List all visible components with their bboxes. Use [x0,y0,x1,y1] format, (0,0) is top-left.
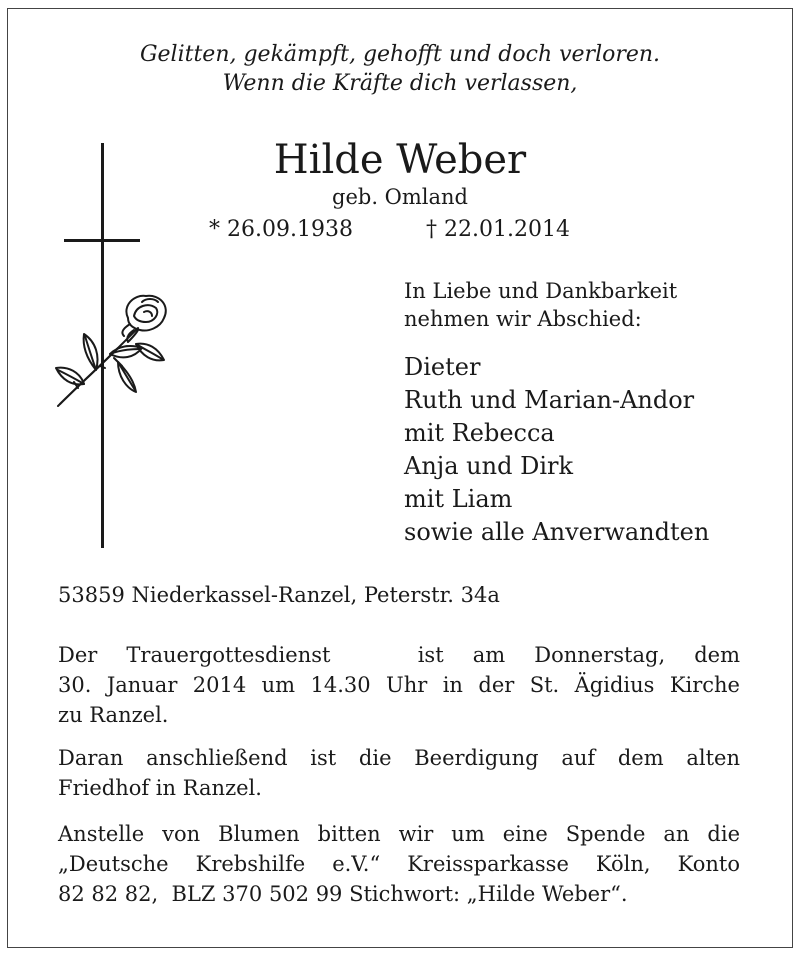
deceased-name: Hilde Weber [273,137,527,183]
donation-line-2: „Deutsche Krebshilfe e.V.“ Kreissparkasse Köln, Konto [58,852,740,876]
donation-line-3: 82 82 82, BLZ 370 502 99 Stichwort: „Hilde Weber“. [58,882,628,906]
family-list [404,351,709,549]
farewell-text [404,277,677,333]
family-member: mit Rebecca [404,419,555,447]
birth-date: * 26.09.1938 [209,217,353,242]
family-member: sowie alle Anverwandten [404,518,710,546]
maiden-name: geb. Omland [332,185,468,209]
service-line-3: zu Ranzel. [58,703,169,727]
family-member: Anja und Dirk [404,452,574,480]
burial-paragraph [58,743,740,803]
burial-line-1: Daran anschließend ist die Beerdigung auf dem alten [58,746,740,770]
rose-icon [48,288,173,418]
service-line-2: 30. Januar 2014 um 14.30 Uhr in der St. Ägidius Kirche [58,673,740,697]
burial-line-2: Friedhof in Ranzel. [58,776,262,800]
donation-line-1: Anstelle von Blumen bitten wir um eine Spende an die [58,822,740,846]
motto-line-1: Gelitten, gekämpft, gehofft und doch verloren. [139,42,661,67]
cross-horizontal-bar [64,239,140,242]
service-paragraph [58,640,740,730]
family-member: mit Liam [404,485,513,513]
service-line-1: Der Trauergottesdienst ist am Donnerstag, dem [58,643,740,667]
motto-line-2: Wenn die Kräfte dich verlassen, [222,71,578,96]
farewell-line-2: nehmen wir Abschied: [404,307,642,331]
death-date: † 22.01.2014 [426,217,570,242]
motto [0,40,800,98]
address: 53859 Niederkassel-Ranzel, Peterstr. 34a [58,583,500,607]
donation-paragraph [58,819,740,909]
family-member: Ruth und Marian-Andor [404,386,695,414]
farewell-line-1: In Liebe und Dankbarkeit [404,279,678,303]
family-member: Dieter [404,353,481,381]
